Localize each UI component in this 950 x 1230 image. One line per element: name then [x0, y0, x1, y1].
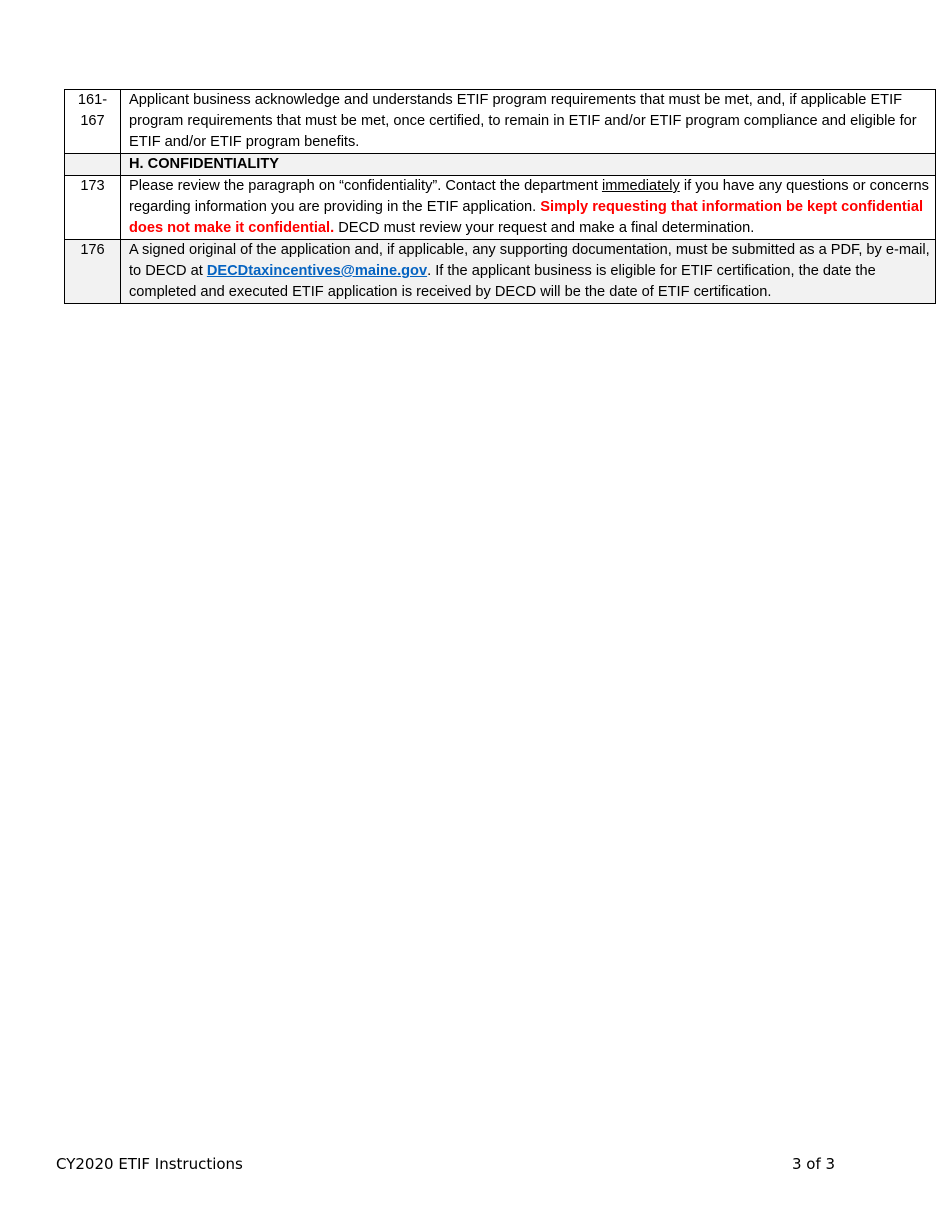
instruction-text: Please review the paragraph on “confidentiality”. Contact the department: [129, 178, 602, 194]
table-row: [65, 154, 936, 176]
line-number-top: 161-: [77, 92, 108, 108]
line-number-cell: 173: [65, 176, 121, 240]
section-heading-cell: [121, 154, 936, 176]
instruction-text: . If the applicant business is eligible for ETIF certification, the date the completed and executed ETIF application is received by DECD will be the date of ETIF certification.: [129, 263, 876, 300]
instruction-text-cell: [121, 240, 936, 304]
line-number-bottom: 167: [80, 113, 105, 129]
table-row: [65, 176, 936, 240]
footer-page-number: 3 of 3: [792, 1155, 836, 1173]
line-number-cell: 176: [65, 240, 121, 304]
line-number-cell: [65, 90, 121, 154]
confidentiality-warning: Simply requesting that information be kept confidential does not make it confidential.: [129, 199, 924, 236]
instruction-text-cell: [121, 90, 936, 154]
table-row: [65, 240, 936, 304]
emphasis-underlined: immediately: [601, 178, 680, 194]
line-number-cell: [65, 154, 121, 176]
instruction-text-cell: [121, 176, 936, 240]
instructions-table: [64, 89, 936, 304]
instruction-text: A signed original of the application and, if applicable, any supporting documentation, must be submitted as a PDF, by e-mail, to DECD at: [129, 242, 930, 279]
email-link[interactable]: DECDtaxincentives@maine.gov: [206, 263, 428, 279]
instruction-text: if you have any questions or concerns regarding information you are providing in the ETIF application.: [129, 178, 929, 215]
footer-document-title: CY2020 ETIF Instructions: [56, 1155, 243, 1173]
instruction-text: DECD must review your request and make a final determination.: [334, 220, 755, 236]
section-heading: H. CONFIDENTIALITY: [129, 156, 279, 172]
instruction-text: Applicant business acknowledge and understands ETIF program requirements that must be met, and, if applicable ETIF program requirements that must be met, once certified, to remain in ETIF and/or ETIF program compliance and eligible for ETIF and/or ETIF program benefits.: [129, 92, 917, 150]
table-row: [65, 90, 936, 154]
